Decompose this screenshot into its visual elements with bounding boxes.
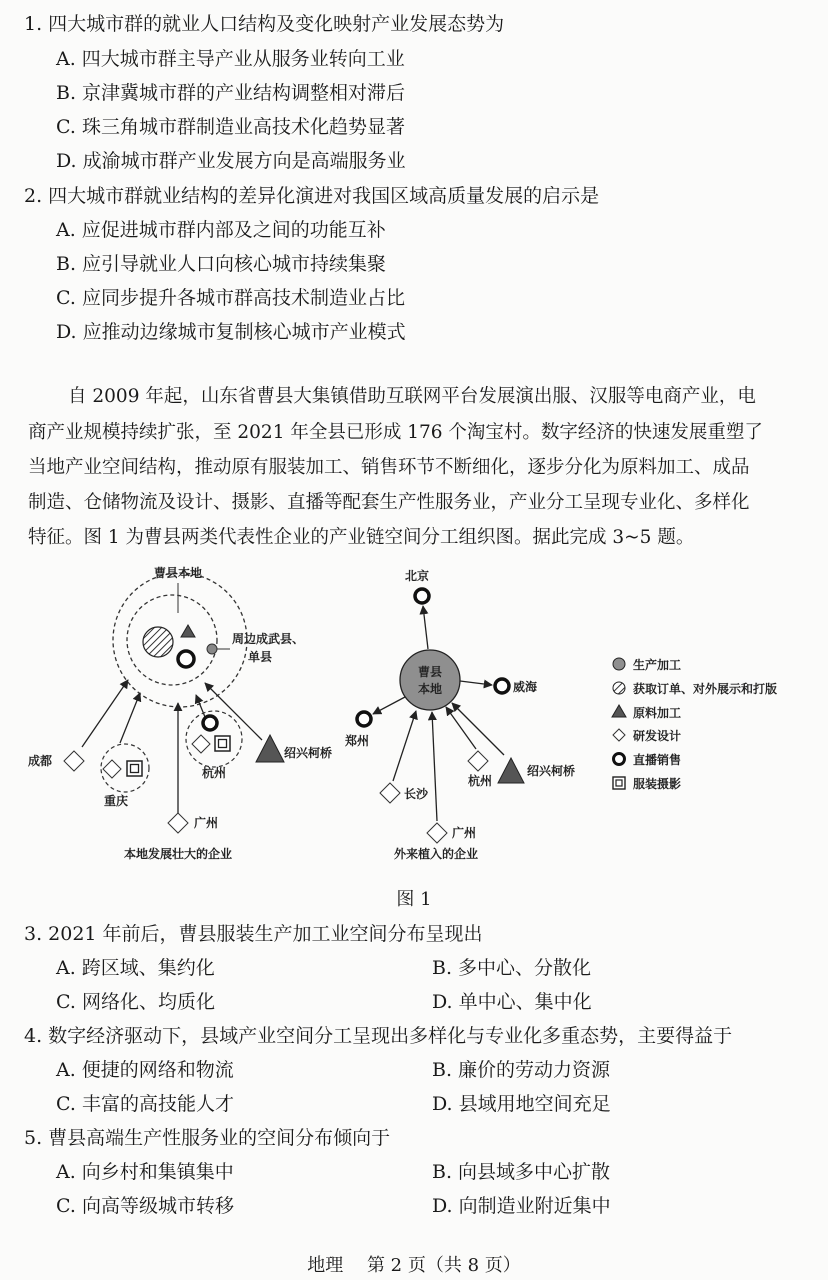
legend-item-5: 直播销售	[633, 753, 682, 767]
page-footer: 地理 第 2 页（共 8 页）	[307, 1255, 521, 1276]
q4-option-d: D. 县域用地空间充足	[432, 1093, 611, 1115]
q2-option-c: C. 应同步提升各城市群高技术制造业占比	[56, 287, 405, 309]
legend-item-6: 服装摄影	[633, 777, 682, 791]
left-city-guangzhou: 广州	[194, 816, 219, 830]
q5-option-b: B. 向县域多中心扩散	[432, 1161, 611, 1183]
right-city-guangzhou: 广州	[452, 826, 477, 840]
q4-option-c: C. 丰富的高技能人才	[56, 1093, 234, 1115]
right-caption: 外来植入的企业	[393, 847, 479, 861]
right-city-hangzhou: 杭州	[468, 774, 493, 788]
legend	[612, 657, 777, 791]
q4-option-a: A. 便捷的网络和物流	[56, 1059, 234, 1081]
right-city-weihai: 威海	[513, 680, 538, 694]
left-city-hangzhou: 杭州	[202, 766, 227, 780]
legend-item-2: 获取订单、对外展示和打版	[633, 682, 778, 696]
diamond-icon	[427, 823, 447, 843]
q1-option-b: B. 京津冀城市群的产业结构调整相对滞后	[56, 82, 406, 104]
q2-option-b: B. 应引导就业人口向核心城市持续集聚	[56, 253, 387, 275]
left-city-chengdu: 成都	[28, 754, 53, 768]
right-diagram	[344, 568, 575, 861]
right-city-zhengzhou: 郑州	[345, 734, 370, 748]
ring-icon	[357, 712, 371, 726]
left-nearby-label-1: 周边成武县、	[232, 632, 305, 646]
right-center-label-2: 本地	[417, 682, 443, 696]
q3-stem: 3. 2021 年前后，曹县服装生产加工业空间分布呈现出	[24, 923, 483, 945]
q3-option-d: D. 单中心、集中化	[432, 991, 592, 1013]
grey-dot-icon	[207, 644, 217, 654]
left-center-label: 曹县本地	[153, 566, 203, 580]
left-caption: 本地发展壮大的企业	[123, 847, 233, 861]
q5-option-a: A. 向乡村和集镇集中	[56, 1161, 234, 1183]
diamond-icon	[103, 760, 121, 778]
right-city-beijing: 北京	[405, 569, 430, 583]
diamond-icon	[64, 751, 84, 771]
grey-center-circle	[400, 650, 460, 710]
grey-dot-icon	[613, 658, 625, 670]
diamond-icon	[468, 751, 488, 771]
q5-option-c: C. 向高等级城市转移	[56, 1195, 234, 1217]
q1-stem: 1. 四大城市群的就业人口结构及变化映射产业发展态势为	[24, 13, 505, 35]
q4-stem: 4. 数字经济驱动下，县域产业空间分工呈现出多样化与专业化多重态势，主要得益于	[24, 1025, 733, 1047]
q3-option-a: A. 跨区域、集约化	[56, 957, 215, 979]
passage-line-5: 特征。图 1 为曹县两类代表性企业的产业链空间分工组织图。据此完成 3~5 题。	[28, 527, 695, 548]
left-diagram	[28, 565, 332, 861]
q5-stem: 5. 曹县高端生产性服务业的空间分布倾向于	[24, 1127, 391, 1149]
diamond-icon	[192, 735, 210, 753]
right-city-changsha: 长沙	[404, 787, 429, 801]
passage-line-1: 自 2009 年起，山东省曹县大集镇借助互联网平台发展演出服、汉服等电商产业，电	[68, 386, 756, 407]
q1-option-a: A. 四大城市群主导产业从服务业转向工业	[56, 48, 405, 70]
q2-option-a: A. 应促进城市群内部及之间的功能互补	[56, 219, 386, 241]
q3-option-c: C. 网络化、均质化	[56, 991, 215, 1013]
diamond-icon	[380, 783, 400, 803]
triangle-icon	[498, 758, 524, 783]
right-city-shaoxing: 绍兴柯桥	[527, 764, 576, 778]
ring-icon	[178, 651, 194, 667]
passage-line-2: 商产业规模持续扩张，至 2021 年全县已形成 176 个淘宝村。数字经济的快速发展重塑了	[28, 422, 763, 443]
triangle-icon	[181, 625, 195, 637]
ring-icon	[495, 679, 509, 693]
q3-option-b: B. 多中心、分散化	[432, 957, 592, 979]
q1-option-d: D. 成渝城市群产业发展方向是高端服务业	[56, 150, 406, 172]
ring-icon	[415, 589, 429, 603]
passage-line-4: 制造、仓储物流及设计、摄影、直播等配套生产性服务业，产业分工呈现专业化、多样化	[28, 492, 750, 513]
diamond-icon	[613, 729, 625, 741]
ring-icon	[203, 716, 217, 730]
q1-option-c: C. 珠三角城市群制造业高技术化趋势显著	[56, 116, 405, 138]
q5-option-d: D. 向制造业附近集中	[432, 1195, 611, 1217]
legend-item-1: 生产加工	[633, 658, 682, 672]
legend-item-3: 原料加工	[633, 706, 682, 720]
passage-line-3: 当地产业空间结构，推动原有服装加工、销售环节不断细化，逐步分化为原料加工、成品	[28, 457, 750, 478]
q4-option-b: B. 廉价的劳动力资源	[432, 1059, 611, 1081]
ring-icon	[614, 754, 625, 765]
q2-option-d: D. 应推动边缘城市复制核心城市产业模式	[56, 321, 406, 343]
diamond-icon	[168, 813, 188, 833]
figure-title: 图 1	[396, 889, 432, 910]
hatched-circle-icon	[143, 627, 173, 657]
left-city-chongqing: 重庆	[104, 794, 129, 808]
left-nearby-label-2: 单县	[248, 650, 273, 664]
hatched-circle-icon	[613, 682, 625, 694]
legend-item-4: 研发设计	[633, 729, 682, 743]
right-center-label-1: 曹县	[417, 665, 443, 679]
triangle-icon	[612, 705, 626, 717]
q2-stem: 2. 四大城市群就业结构的差异化演进对我国区域高质量发展的启示是	[24, 185, 600, 207]
left-city-shaoxing: 绍兴柯桥	[284, 746, 333, 760]
figure-1-diagram	[0, 555, 828, 880]
